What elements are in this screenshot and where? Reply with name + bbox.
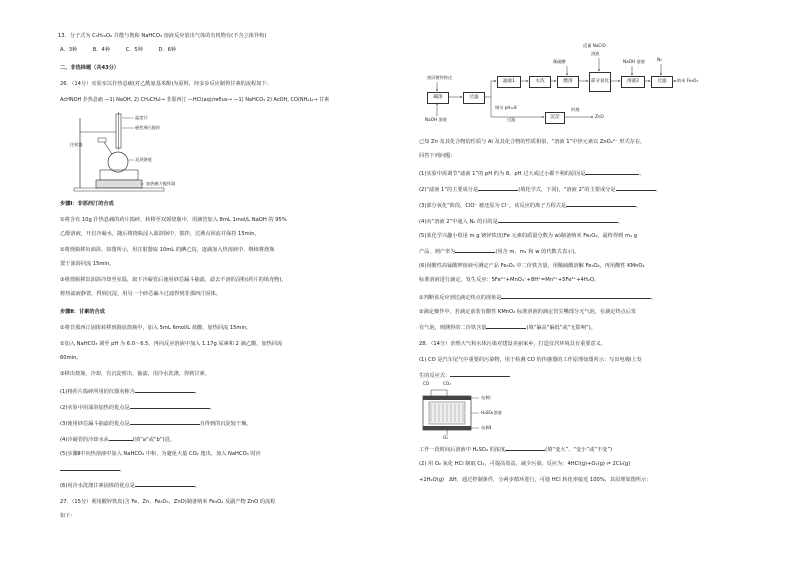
- flow-box-water-wash: 水洗: [529, 76, 551, 88]
- q27-question-6-part2-text: 有气泡，则测得的二价铁含量: [419, 325, 487, 331]
- q27-question-6-part2-line2: [419, 324, 596, 331]
- answer-blank[interactable]: [450, 372, 510, 377]
- flow-box-acid-dissolve: 酸溶: [557, 76, 579, 88]
- flow-box-precipitate: 沉淀: [545, 112, 565, 124]
- step2-title: 步骤Ⅱ：甘素的合成: [60, 309, 105, 315]
- step2-item1: ①将非那西汀固体转移到圆底烧瓶中，加入 5mL 6mol/L 盐酸，加热回流 15min。: [60, 325, 252, 331]
- step1-item2-line2: 置于油浴回流 15min。: [60, 261, 115, 267]
- sensor-o2-label: O₂: [443, 435, 448, 440]
- flow-box-partial-oxidation: 部分氧化: [589, 72, 611, 92]
- apparatus-label-syringe: 注射器: [70, 142, 83, 147]
- step1-item3-line1: ③将烧瓶移出油浴冷却至室温，取下冷凝管后使用砂芯漏斗抽滤，滤去不溶的淀粉(药片的填充物)，: [60, 277, 287, 283]
- step1-item1-line1: ①将含有 10g 扑热息痛的药片捣碎，转移至双颈烧瓶中，用滴管加入 8mL 1mol/L NaOH 的 95%: [60, 217, 287, 223]
- answer-blank[interactable]: [585, 170, 639, 175]
- flow-box-filter1: 过滤: [463, 92, 485, 104]
- answer-blank[interactable]: [109, 436, 133, 441]
- sensor-co2-label: CO₂: [443, 381, 451, 386]
- flow-sulfuric-label: 稀硫酸: [553, 59, 566, 64]
- q27-question-2-mid: (填化学式，下同)，“溶液 2”的主要成分是: [518, 187, 616, 193]
- question-4-suffix: (填“a”或“b”)进。: [132, 437, 175, 443]
- flow-n2-label: N₂: [657, 57, 662, 62]
- answer-blank[interactable]: [505, 446, 545, 451]
- flow-top-label1: 适量 NaClO: [583, 43, 606, 48]
- q26-title: 26．（14分）实验室以扑热息痛(对乙酰氨基苯酚)为原料，经多步反应制得甘素的流程如下：: [60, 81, 272, 87]
- q27-intro-line1: 已知 Zn 及其化合物的性质与 Al 及其化合物的性质相似，“溶液 1”中锌元素以 ZnO₂²⁻ 形式存在，: [419, 139, 646, 145]
- question-6-text: (6)用冷水洗涤甘素固体的优点是: [60, 483, 135, 489]
- q13-options: A．3种 B．4种 C．5种 D．6种: [60, 47, 177, 53]
- q27-intro-line2: 回答下列问题：: [419, 153, 456, 159]
- q27-question-2: (2)“滤液 1”的主要成分是 (填化学式，下同)，“溶液 2”的主要成分是 。: [419, 187, 661, 193]
- q27-question-6-part1-text: ①判断该反应到达滴定终点的现象是: [419, 295, 502, 301]
- flow-product-label: 纳米 Fe₃O₄: [677, 78, 699, 83]
- question-4-text: (4)冷凝管的冷却水从: [60, 437, 109, 443]
- apparatus-label-stirrer: 磁性沸石搅拌: [135, 125, 161, 130]
- question-5-answer: 。: [60, 466, 125, 473]
- flow-zno-label: ZnO: [595, 114, 604, 119]
- q28-part1-text: 生的反应式：: [419, 373, 451, 379]
- q27-question-5-line1: (5)某化学兴趣小组用 m g 镀锌铁皮(Fe 元素的质量分数为 w)制备纳米 Fe₃O₄，最终得到 m₁ g: [419, 233, 638, 239]
- question-1: (1)将药片捣碎所用的仪器名称为 。: [60, 389, 200, 395]
- q28-part2-line2: +2H₂O(g) ΔH，通过控制条件，分两步循环进行，可使 HCl 转化率接近 100%，其原理如图所示：: [419, 477, 652, 483]
- flow-naoh2-label: NaOH 溶液: [623, 59, 645, 64]
- question-3-suffix: 且得到的沉淀较干燥。: [199, 421, 252, 427]
- right-column: [397, 0, 794, 562]
- question-2-text: (2)实验中用油浴加热的优点是: [60, 405, 130, 411]
- q27-question-4: (4)向“溶液 2”中通入 N₂ 的目的是 。: [419, 219, 624, 225]
- q28-part1-line2: [419, 372, 510, 379]
- flow-ph-label: 调节 pH=8: [495, 105, 517, 110]
- q27-question-6-part1: ①判断该反应到达滴定终点的现象是 。: [419, 295, 657, 301]
- sensor-electrode1-label: 电极Ⅰ: [481, 395, 491, 400]
- flow-filter-label: 过滤: [507, 117, 516, 122]
- answer-blank[interactable]: [616, 186, 656, 191]
- flow-naoh-label: NaOH 溶液: [425, 117, 447, 122]
- q27-question-5-text: 产品，则产率为: [419, 249, 456, 255]
- question-2: (2)实验中用油浴加热的优点是 。: [60, 405, 215, 411]
- answer-blank[interactable]: [60, 466, 120, 471]
- answer-blank[interactable]: [486, 324, 526, 329]
- step1-title: 步骤Ⅰ：非那西汀的合成: [60, 201, 114, 207]
- answer-blank[interactable]: [130, 420, 200, 425]
- step2-item2-line1: ②加入 NaHCO₃ 调至 pH 为 6.0～6.5，再向反应溶液中加入 1.17g 尿素和 2 滴乙酸，加热回流: [60, 341, 283, 347]
- answer-blank[interactable]: [455, 248, 495, 253]
- question-1-text: (1)将药片捣碎所用的仪器名称为: [60, 389, 135, 395]
- q28-part1-followup-text: 工作一段时间后溶液中 H₂SO₄ 的浓度: [419, 447, 506, 453]
- q27-question-1: (1)实验中需调节“滤液 1”的 pH 约为 8，pH 过大或过小都不利的原因是 。: [419, 171, 645, 177]
- question-6: (6)用冷水洗涤甘素固体的优点是 。: [60, 483, 200, 489]
- question-3-text: (3)使用砂芯漏斗抽滤的优点是: [60, 421, 130, 427]
- q27-question-3-text: (3)部分氧化”阶段，ClO⁻ 被还原为 Cl⁻，该反应的离子方程式是: [419, 203, 567, 209]
- step1-item2-line1: ②将烧瓶移出油浴。如图所示，用注射器取 10mL 的碘乙烷，逐滴加入热溶液中，继续将烧瓶: [60, 247, 275, 253]
- question-4: [60, 436, 175, 443]
- q13-text: 13．分子式为 C₅H₁₀O₂ 并能与饱和 NaHCO₃ 溶液反应放出气体的有机物有(不含立体异构): [58, 33, 267, 39]
- q27-question-5-line2: [419, 248, 579, 255]
- flow-box-filter2: 过滤: [651, 76, 673, 88]
- flow-top-label2: 溶液: [591, 51, 600, 56]
- flow-box-alkali-dissolve: 碱溶: [427, 92, 449, 104]
- sensor-electrode2-label: 电极Ⅱ: [481, 425, 492, 430]
- step2-item2-line2: 60min。: [60, 355, 82, 361]
- apparatus-label-flask: 双颈烧瓶: [135, 157, 152, 162]
- q27-question-6-part2-suffix: (填“偏高”偏低”或“无影响”)。: [526, 325, 596, 331]
- question-5-text: (5)步骤Ⅱ中向热溶液中加入 NaHCO₃ 中和，为避免大量 CO₂ 逸出，加入 NaHCO₃ 时应: [60, 451, 261, 457]
- question-3: [60, 420, 252, 427]
- q27-question-2-text: (2)“滤液 1”的主要成分是: [419, 187, 479, 193]
- q27-question-4-text: (4)向“溶液 2”中通入 N₂ 的目的是: [419, 219, 498, 225]
- q27-question-6-line2: 标准溶液进行滴定，发生反应：5Fe²⁺+MnO₄⁻+8H⁺=Mn²⁺+5Fe³⁺+4H₂O。: [419, 277, 600, 283]
- apparatus-label-thermometer: 温度计: [135, 115, 148, 120]
- step2-item3: ③移出烧瓶，冷却，有沉淀析出，抽滤，用冷水洗涤，得到甘素。: [60, 371, 210, 377]
- step1-item1-line2: 乙醇溶液，开启冷凝水，随后将烧瓶浸入油浴锅中，搅拌，达沸点回流并保持 15min。: [60, 231, 260, 237]
- sensor-h2so4-label: H₂SO₄溶液: [481, 410, 502, 415]
- q28-part1-followup-suffix: (填“变大”、“变小”或“不变”): [545, 447, 613, 453]
- q28-part1-line1: (1) CO 是汽车尾气中重要的污染物，用于检测 CO 的传感器的工作原理如图所示：写出电极Ⅰ上发: [419, 357, 642, 363]
- flow-arrows: [397, 0, 794, 140]
- sensor-co-label: CO: [423, 381, 430, 386]
- q27-title-line2: 如下：: [60, 513, 76, 519]
- answer-blank[interactable]: [135, 482, 195, 487]
- section-title: 二、非选择题（共43分）: [60, 65, 120, 71]
- q27-question-1-text: (1)实验中需调节“滤液 1”的 pH 约为 8，pH 过大或过小都不利的原因是: [419, 171, 586, 177]
- answer-blank[interactable]: [566, 202, 636, 207]
- q27-question-3: (3)部分氧化”阶段，ClO⁻ 被还原为 Cl⁻，该反应的离子方程式是 。: [419, 203, 642, 209]
- answer-blank[interactable]: [501, 294, 651, 299]
- q27-question-6-part2-line1: ②滴定操作中，若滴定前装有酸性 KMnO₄ 标准溶液的滴定管尖嘴部分无气泡，在滴定终点后发: [419, 309, 637, 315]
- q28-part2-line1: (2) 用 O₂ 氧化 HCl 制取 Cl₂，可提高效益，减少污染。反应为：4HCl(g)+O₂(g) ⇌ 2Cl₂(g): [419, 461, 631, 467]
- q27-title-line1: 27．（15分）利用酸锌铁皮(含 Fe、Zn、Fe₂O₃、ZnO)制备纳米 Fe₃O₄ 及副产物 ZnO 的流程: [60, 499, 276, 505]
- answer-blank[interactable]: [498, 218, 618, 223]
- q28-part1-followup: [419, 446, 612, 453]
- answer-blank[interactable]: [135, 388, 195, 393]
- q27-question-5-suffix: (用含 m、m₁ 和 w 的代数式表示)。: [495, 249, 580, 255]
- q28-title: 28．（14分）治理大气和水体污染对建设美丽家乡，打造宜居环境具有重要意义。: [419, 341, 606, 347]
- question-5: [60, 452, 261, 457]
- q26-reaction-scheme: AcHNOH 扑热息痛 —1) NaOH, 2) CH₃CH₂I→ 非那西汀 —HCl(aq)/reflux→ —1) NaHCO₃ 2) AcOH, CO(NH₂)₂→ 甘素: [60, 97, 330, 103]
- flow-box-filtrate-residue: 滤液1: [497, 76, 521, 88]
- answer-blank[interactable]: [478, 186, 518, 191]
- step1-item3-line2: 将热滤液静置，得到沉淀，用另一个砂芯漏斗过滤得到非那西汀固体。: [60, 291, 221, 297]
- flow-start-label: 废旧镀锌铁皮: [427, 75, 453, 80]
- q27-question-6-line1: (6)用酸性高锰酸钾溶液可测定产品 Fe₃O₄ 中二价铁含量，用稀硫酸溶解 Fe₃O₄，再用酸性 KMnO₄: [419, 263, 645, 269]
- flow-burn-label: 灼烧: [571, 107, 580, 112]
- flow-box-solution2: 溶液2: [621, 76, 645, 88]
- answer-blank[interactable]: [130, 404, 210, 409]
- apparatus-label-heater: 加热磁力搅拌器: [146, 181, 176, 186]
